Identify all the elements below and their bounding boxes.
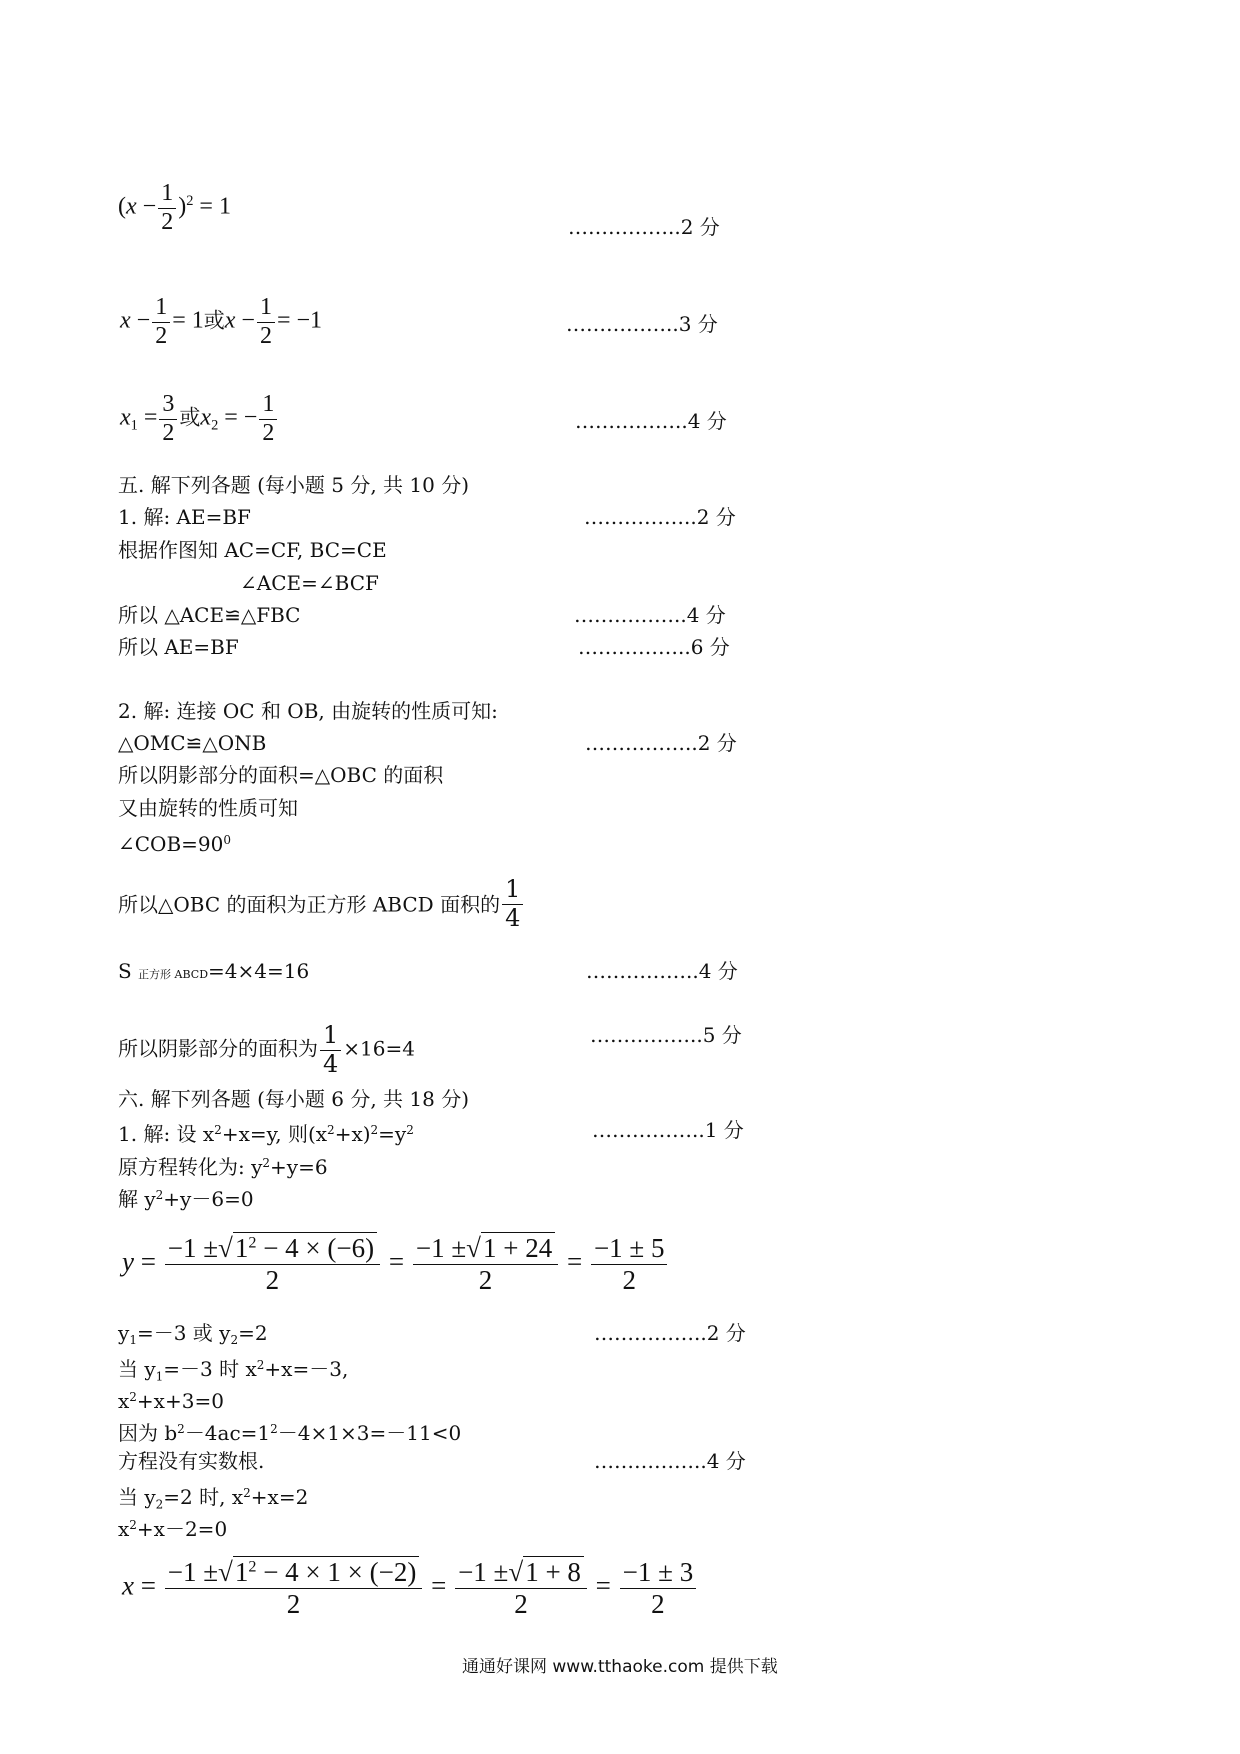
section-6-heading: 六. 解下列各题 (每小题 6 分, 共 18 分) [118,1087,469,1111]
s5-q1-line3: ∠ACE=∠BCF [240,571,379,595]
s5-q1-score6: ……………..6 分 [578,635,730,659]
equation-branches: x − $\frac{1}{2}$ = 1或x − $\frac{1}{2}$ = −1 [120,294,323,349]
equation-quadratic-y: y = $\frac{-1 \pm√1^2 - 4 \times (-6)}{2}$ = $\frac{-1 \pm√1 + 24}{2}$ = $\frac{-1 \pm 5}{2}$ [122,1232,669,1296]
footer-credit: 通通好课网 www.tthaoke.com 提供下载 [462,1657,778,1677]
s5-q1-line4: 所以 △ACE≌△FBC [118,603,301,627]
s5-q2-line2: △OMC≌△ONB [118,731,267,755]
score-3: ……………..3 分 [566,312,718,336]
score-4: ……………..4 分 [575,409,727,433]
s5-q2-line3: 所以阴影部分的面积=△OBC 的面积 [118,763,444,787]
s6-q1-line1: 1. 解: 设 $x^2+x=y$, 则$(x^2+x)^2=y^2$ [118,1122,414,1147]
score-2: ……………..2 分 [568,215,720,239]
s5-q1-line1: 1. 解: AE=BF [118,505,251,529]
s5-q2-line8: 所以阴影部分的面积为 $\frac{1}{4}$ ×16=4 [118,1021,415,1078]
s6-q1-line4: $y_1=-3$ 或 $y_2=2$ [118,1321,268,1348]
s6-q1-line10: $x^2+x-2=0$ [118,1517,228,1542]
s6-q1-line8: 方程没有实数根. [118,1449,265,1473]
s5-q1-line2: 根据作图知 AC=CF, BC=CE [118,538,387,562]
s5-q2-score5: ……………..5 分 [590,1023,742,1047]
equation-quadratic-x: x = $\frac{-1 \pm√1^2 - 4 \times 1 \times (-2)}{2}$ = $\frac{-1 \pm√1 + 8}{2}$ = $\frac{-1 \pm 3}{2}$ [122,1556,698,1620]
s5-q2-score2: ……………..2 分 [585,731,737,755]
s5-q2-line6: 所以△OBC 的面积为正方形 ABCD 面积的 $\frac{1}{4}$ [118,878,525,934]
s6-q1-line3: 解 $y^2+y-6=0$ [118,1187,254,1212]
s6-q1-line2: 原方程转化为: $y^2+y=6$ [118,1155,328,1180]
s5-q2-line7: S 正方形 ABCD=4×4=16 [118,959,310,983]
equation-roots: $x_1$ = $\frac{3}{2}$ 或$x_2$ = − $\frac{1}{2}$ [120,391,279,447]
s6-q1-line7: 因为 $b^2-4ac=1^2-4\times 1\times 3=-11<0$ [118,1421,462,1446]
s5-q1-score1: ……………..2 分 [584,505,736,529]
s5-q2-score4: ……………..4 分 [586,959,738,983]
s6-q1-line9: 当 $y_2=2$ 时, $x^2+x=2$ [118,1485,309,1512]
s6-q1-line6: $x^2+x+3=0$ [118,1389,224,1414]
s6-q1-score4: ……………..4 分 [594,1449,746,1473]
s6-q1-line5: 当 $y_1=-3$ 时 $x^2+x=-3$, [118,1357,349,1384]
s5-q2-line4: 又由旋转的性质可知 [118,796,298,820]
equation-completed-square: (x − $\frac{1}{2}$ )$^2$ = 1 [118,180,231,235]
s6-q1-score1: ……………..1 分 [592,1118,744,1142]
s5-q1-line5: 所以 AE=BF [118,635,239,659]
s5-q2-line1: 2. 解: 连接 OC 和 OB, 由旋转的性质可知: [118,699,498,723]
s6-q1-score2: ……………..2 分 [594,1321,746,1345]
s5-q1-score4: ……………..4 分 [574,603,726,627]
s5-q2-line5: $\angle COB=90^0$ [118,832,232,857]
section-5-heading: 五. 解下列各题 (每小题 5 分, 共 10 分) [118,473,469,497]
